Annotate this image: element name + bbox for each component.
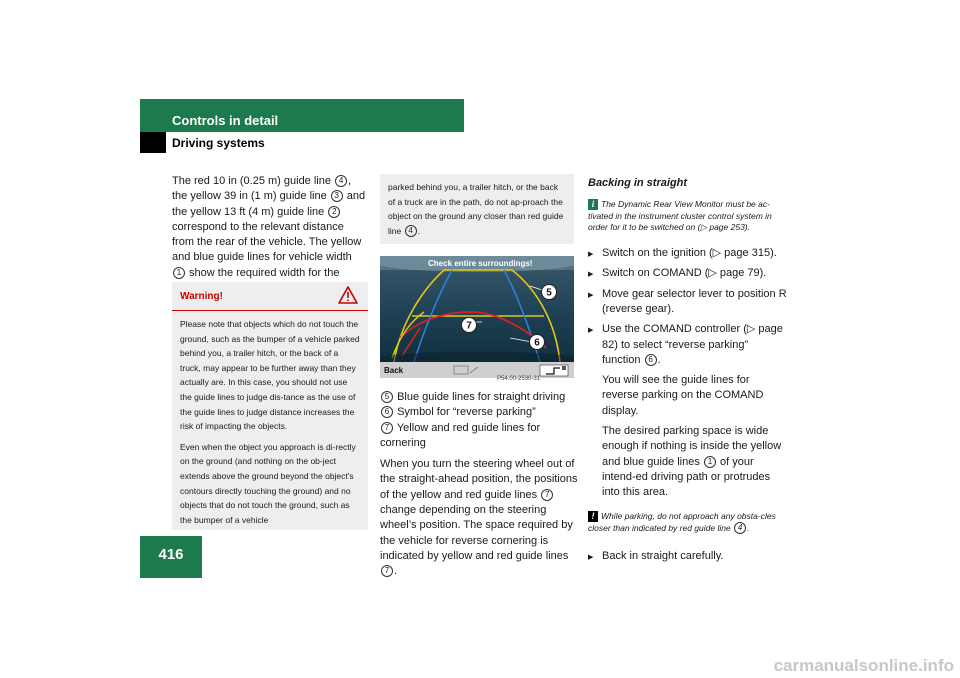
- exclamation-icon: !: [588, 511, 598, 522]
- parking-space-info: The desired parking space is wide enough if nothing is inside the yellow and blue guide lines 1 of your intend-ed driving path or protrudes into this area.: [602, 425, 782, 499]
- callout-3: 3: [331, 190, 343, 202]
- page-number: 416: [158, 546, 184, 563]
- info-icon: i: [588, 199, 598, 210]
- info-note: i The Dynamic Rear View Monitor must be ac-tivated in the instrument cluster control system in order for it to be switched on (▷ page 253).: [588, 199, 772, 233]
- warning-box: [172, 282, 368, 530]
- warning-header: [172, 282, 368, 311]
- watermark: carmanualsonline.info: [773, 656, 954, 675]
- legend-item: 6 Symbol for “reverse parking”: [380, 405, 578, 420]
- subsection-title: Driving systems: [172, 136, 265, 150]
- camera-back-label: Back: [384, 366, 404, 375]
- camera-banner: Check entire surroundings!: [428, 259, 533, 268]
- callout-4: 4: [335, 175, 347, 187]
- svg-text:7: 7: [466, 320, 472, 332]
- svg-text:5: 5: [546, 287, 552, 299]
- intro-paragraph: The red 10 in (0.25 m) guide line 4 , the yellow 39 in (1 m) guide line 3 and the yellow 13 ft (4 m) guide line 2 correspond to the relevant distance from the rear of the vehicle. The yellow and blue guide lines for vehicle width 1 show the required width for the: [172, 175, 366, 279]
- rear-camera-display: [380, 256, 574, 378]
- step-ignition: ▶ Switch on the ignition (▷ page 315).: [588, 246, 788, 261]
- callout-4: 4: [405, 225, 417, 237]
- step-gear-selector: ▶ Move gear selector lever to position R (reverse gear).: [588, 287, 788, 318]
- caution-note: ! While parking, do not approach any obsta-cles closer than indicated by red guide line 4 .: [588, 510, 776, 534]
- header-tab-marker: [140, 132, 166, 153]
- warning-paragraph-2: Even when the object you approach is di-rectly on the ground (and nothing on the ob-ject extends above the ground beyond the object's contours directly touching the ground) and no objects that do not touch the ground, such as the bumper of a vehicle: [180, 441, 356, 525]
- column-3-text: [588, 176, 788, 569]
- step-comand-controller: ▶ Use the COMAND controller (▷ page 82) to select “reverse parking” function 6 .: [588, 322, 788, 368]
- legend-item: 7 Yellow and red guide lines for cornering: [380, 421, 541, 449]
- section-title: Controls in detail: [172, 113, 279, 128]
- warning-triangle-icon: [338, 286, 358, 304]
- svg-text:6: 6: [534, 337, 540, 349]
- guide-lines-info: You will see the guide lines for reverse parking on the COMAND display.: [602, 374, 764, 417]
- step-comand: ▶ Switch on COMAND (▷ page 79).: [588, 266, 788, 281]
- cornering-paragraph: When you turn the steering wheel out of the straight-ahead position, the positions of the yellow and red guide lines 7 change depending on the steering wheel’s position. The space required by the vehicle for reverse cornering is indicated by yellow and red guide lines 7 .: [380, 458, 578, 578]
- continued-warning-box: parked behind you, a trailer hitch, or the back of a truck are in the path, do not ap-proach the object on the ground any closer than red guide line 4 .: [380, 174, 574, 244]
- warning-title: Warning!: [180, 291, 223, 302]
- callout-2: 2: [328, 206, 340, 218]
- callout-1: 1: [173, 267, 185, 279]
- step-back-in: ▶ Back in straight carefully.: [588, 549, 788, 564]
- backing-in-straight-heading: Backing in straight: [588, 177, 688, 189]
- camera-image: [380, 256, 574, 378]
- image-reference-code: P54.00-2530-31: [497, 376, 541, 382]
- legend-item: 5 Blue guide lines for straight driving: [380, 390, 578, 405]
- warning-paragraph-1: Please note that objects which do not touch the ground, such as the bumper of a vehicle parked behind you, a trailer hitch, or the back of a truck, may appear to be further away than they actually are. In this case, you should not use the guide lines to judge dis-tance as the use of the guide lines to judge distance increases the risk of impacting the objects.: [180, 319, 360, 432]
- column-2-text: [380, 390, 578, 580]
